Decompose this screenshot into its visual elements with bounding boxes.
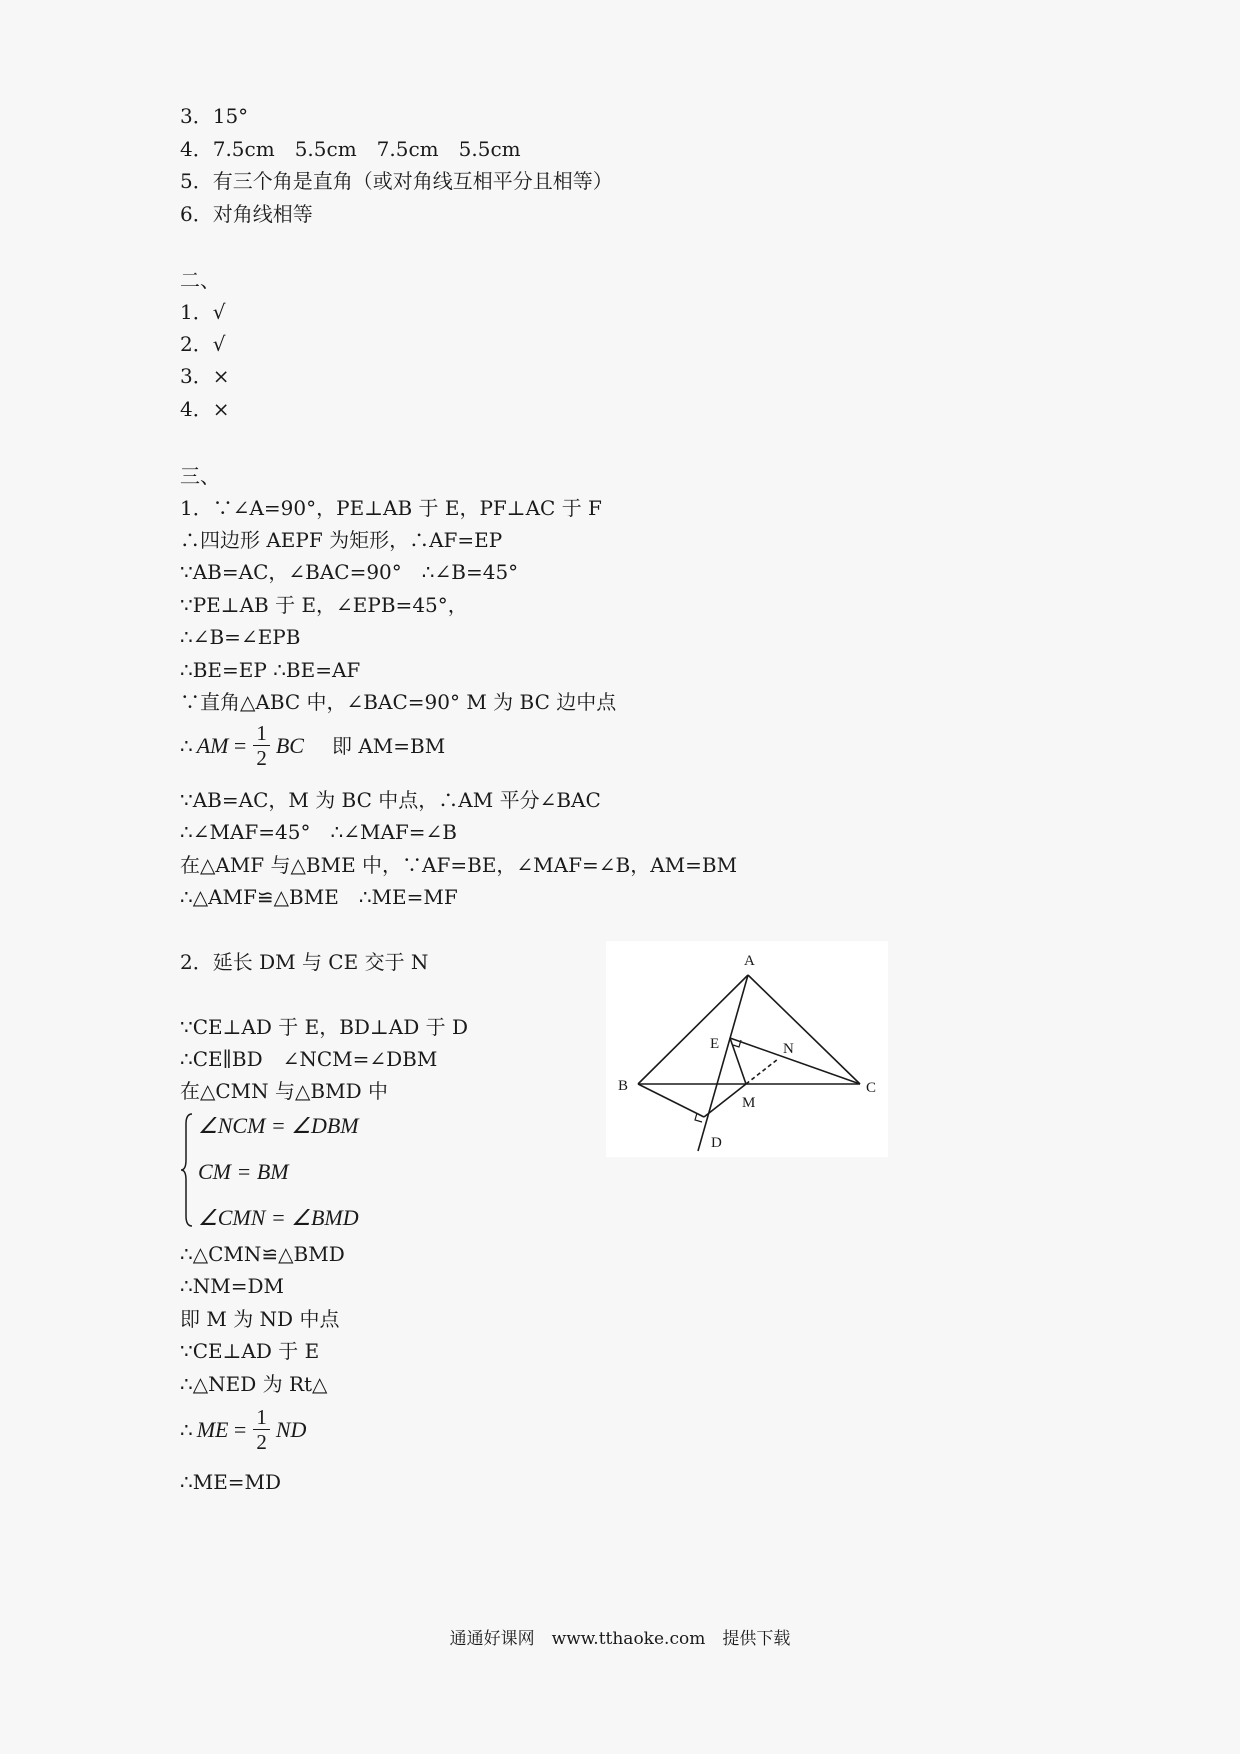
proof-line: ∵直角△ABC 中，∠BAC=90° M 为 BC 边中点 (180, 690, 617, 714)
segment-BD (638, 1084, 704, 1117)
equation-system (180, 1112, 359, 1232)
proof-line: ∵AB=AC，M 为 BC 中点，∴AM 平分∠BAC (180, 788, 601, 812)
section-heading: 三、 (180, 464, 220, 488)
proof-line: ∴CE∥BD ∠NCM=∠DBM (180, 1047, 438, 1071)
answer-line: 3．× (180, 364, 230, 388)
proof-line: ∴∠MAF=45° ∴∠MAF=∠B (180, 820, 457, 844)
section-heading: 二、 (180, 268, 220, 292)
proof-line: ∴ME=MD (180, 1470, 282, 1494)
fraction-equation (180, 721, 445, 770)
fraction-denominator: 2 (256, 1430, 267, 1454)
therefore-symbol: ∴ (180, 1417, 193, 1442)
fraction-numerator: 1 (253, 1405, 270, 1430)
answer-line: 2．√ (180, 332, 226, 356)
proof-line: ∴△CMN≌△BMD (180, 1242, 345, 1266)
proof-line: 2．延长 DM 与 CE 交于 N (180, 950, 429, 974)
system-equation: CM = BM (198, 1159, 289, 1184)
equation-lhs: AM (196, 732, 229, 758)
proof-line: ∴∠B=∠EPB (180, 625, 301, 649)
therefore-symbol: ∴ (180, 733, 193, 758)
proof-line: ∵AB=AC，∠BAC=90° ∴∠B=45° (180, 560, 519, 584)
fraction (253, 1405, 270, 1454)
proof-line: ∵CE⊥AD 于 E，BD⊥AD 于 D (180, 1015, 468, 1039)
label-M: M (742, 1095, 756, 1111)
proof-line: 在△CMN 与△BMD 中 (180, 1079, 388, 1103)
geometry-figure (606, 941, 888, 1157)
label-B: B (618, 1078, 629, 1094)
answer-line: 5．有三个角是直角（或对角线互相平分且相等） (180, 169, 613, 193)
answer-line: 6．对角线相等 (180, 202, 313, 226)
fraction (253, 721, 270, 770)
proof-line: 1．∵∠A=90°，PE⊥AB 于 E，PF⊥AC 于 F (180, 496, 602, 520)
answer-line: 4．7.5cm 5.5cm 7.5cm 5.5cm (180, 137, 521, 161)
equals-sign: = (232, 1416, 248, 1442)
answer-line: 4．× (180, 397, 230, 421)
fraction-equation (180, 1405, 306, 1454)
fraction-denominator: 2 (256, 746, 267, 770)
equation-note: 即 AM=BM (331, 733, 446, 758)
label-C: C (866, 1080, 877, 1096)
label-E: E (710, 1036, 720, 1052)
proof-line: ∵CE⊥AD 于 E (180, 1339, 320, 1363)
left-brace (180, 1112, 194, 1228)
system-equation: ∠CMN = ∠BMD (198, 1205, 359, 1230)
equation-rhs: BC (275, 732, 304, 758)
footer-credit: 通通好课网 www.tthaoke.com 提供下载 (449, 1629, 791, 1649)
label-A: A (744, 953, 755, 969)
proof-line: ∵PE⊥AB 于 E，∠EPB=45°， (180, 593, 468, 617)
equation-lhs: ME (196, 1416, 229, 1442)
segment-EM (730, 1038, 746, 1084)
segment-AC (748, 975, 860, 1084)
segment-MN-dashed (746, 1059, 778, 1084)
segment-DM (704, 1084, 746, 1117)
segment-EC (730, 1038, 860, 1084)
proof-line: ∴BE=EP ∴BE=AF (180, 658, 361, 682)
segment-AB (638, 975, 748, 1084)
proof-line: ∴四边形 AEPF 为矩形，∴AF=EP (180, 528, 503, 552)
answer-line: 3．15° (180, 104, 249, 128)
answer-line: 1．√ (180, 300, 226, 324)
proof-line: 即 M 为 ND 中点 (180, 1307, 340, 1331)
proof-line: 在△AMF 与△BME 中，∵AF=BE，∠MAF=∠B，AM=BM (180, 853, 738, 877)
system-equation: ∠NCM = ∠DBM (198, 1113, 359, 1138)
segment-AD (698, 975, 748, 1151)
equation-rhs: ND (275, 1416, 307, 1442)
proof-line: ∴△AMF≌△BME ∴ME=MF (180, 885, 458, 909)
proof-line: ∴NM=DM (180, 1274, 284, 1298)
fraction-numerator: 1 (253, 721, 270, 746)
label-D: D (711, 1135, 722, 1151)
label-N: N (783, 1041, 794, 1057)
equals-sign: = (232, 732, 248, 758)
proof-line: ∴△NED 为 Rt△ (180, 1372, 328, 1396)
